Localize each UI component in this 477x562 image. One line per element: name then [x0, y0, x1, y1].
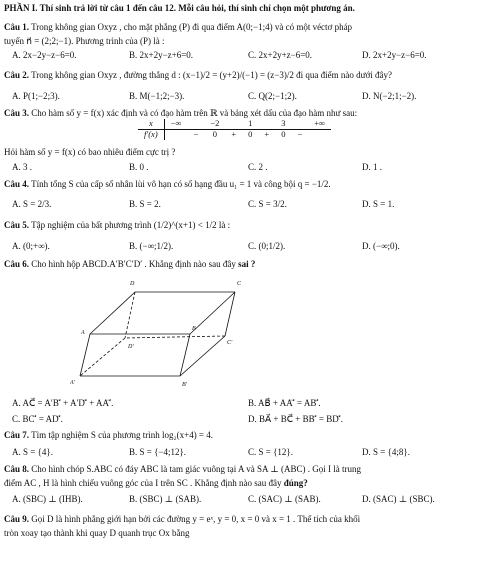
sign-table-cell: 3	[275, 119, 291, 130]
sign-table-cell	[164, 130, 187, 141]
question-9-text-cont: tròn xoay tạo thành khi quay D quanh trục Ox bằng	[4, 528, 190, 538]
q1-option-a[interactable]: A. 2x−2y−z−6=0.	[12, 50, 77, 60]
q7-option-d[interactable]: D. S = {4;8}.	[362, 447, 410, 457]
q1-option-b[interactable]: B. 2x+2y−z+6=0.	[129, 50, 194, 60]
section-header: PHẦN I. Thí sinh trả lời từ câu 1 đến câu 12. Mỗi câu hỏi, thí sinh chỉ chọn một phương án.	[4, 3, 355, 13]
sign-table-fprime-header: f′(x)	[138, 130, 164, 141]
question-4-text: Câu 4. Tính tổng S của cấp số nhân lùi vô hạn có số hạng đầu u₁ = 1 và công bội q = −1/2.	[4, 179, 331, 189]
vertex-label-a-prime: A'	[70, 380, 75, 386]
question-6-text: Câu 6. Cho hình hộp ABCD.A′B′C′D′ . Khẳng định nào sau đây sai ?	[4, 259, 256, 269]
q3-option-d[interactable]: D. 1 .	[362, 162, 382, 172]
question-8-text: Câu 8. Cho hình chóp S.ABC có đáy ABC là tam giác vuông tại A và SA ⊥ (ABC) . Gọi I là trung	[4, 464, 361, 474]
vertex-label-a: A	[81, 330, 85, 336]
vertex-label-d: D	[130, 281, 135, 287]
q2-option-a[interactable]: A. P(1;−2;3).	[12, 91, 60, 101]
sign-table	[138, 119, 331, 140]
q4-option-c[interactable]: C. S = 3/2.	[248, 199, 287, 209]
vertex-label-b: B	[192, 326, 196, 332]
sign-table-cell: 0	[248, 129, 253, 140]
vertex-label-c-prime: C'	[227, 340, 233, 346]
question-7-text: Câu 7. Tìm tập nghiệm S của phương trình log₂(x+4) = 4.	[4, 430, 214, 440]
sign-table-x-header: x	[138, 119, 164, 130]
question-1-text-cont: tuyến n⃗ = (2;2;−1). Phương trình của (P) là :	[4, 36, 165, 46]
q7-option-c[interactable]: C. S = {12}.	[248, 447, 293, 457]
question-1-text: Câu 1. Trong không gian Oxyz , cho mặt phẳng (P) đi qua điểm A(0;−1;4) và có một véctơ pháp	[4, 22, 353, 32]
sign-table-cell	[291, 119, 308, 130]
question-5-text: Câu 5. Tập nghiệm của bất phương trình (1/2)^(x+1) < 1/2 là :	[4, 220, 231, 230]
sign-table-cell	[258, 119, 275, 130]
q6-option-b[interactable]: B. AB⃗ + AA′⃗ = AB′⃗.	[248, 398, 321, 408]
sign-table-cell	[188, 119, 205, 130]
question-8-text-cont: điểm AC , H là hình chiếu vuông góc của I trên SC . Khẳng định nào sau đây đúng?	[4, 478, 308, 488]
q5-option-d[interactable]: D. (−∞;0).	[362, 241, 400, 251]
q7-option-b[interactable]: B. S = {−4;12}.	[129, 447, 187, 457]
q5-option-b[interactable]: B. (−∞;1/2).	[129, 241, 174, 251]
sign-table-cell: +	[231, 129, 237, 140]
q6-option-d[interactable]: D. BA⃗ + BC⃗ + BB′⃗ = BD′⃗.	[248, 414, 344, 424]
q8-option-b[interactable]: B. (SBC) ⊥ (SAB).	[129, 494, 202, 504]
q3-option-c[interactable]: C. 2 .	[248, 162, 268, 172]
q8-option-a[interactable]: A. (SBC) ⊥ (IHB).	[12, 494, 83, 504]
parallelepiped-figure	[70, 272, 250, 392]
q2-option-c[interactable]: C. Q(2;−1;2).	[248, 91, 297, 101]
sign-table-cell	[225, 119, 242, 130]
q3-option-a[interactable]: A. 3 .	[12, 162, 32, 172]
q7-option-a[interactable]: A. S = {4}.	[12, 447, 53, 457]
sign-table-cell: +	[264, 129, 270, 140]
sign-table-cell: −	[297, 129, 303, 140]
q3-option-b[interactable]: B. 0 .	[129, 162, 149, 172]
q4-option-d[interactable]: D. S = 1.	[362, 199, 395, 209]
sign-table-cell: 0	[281, 129, 286, 140]
sign-table-cell	[308, 130, 331, 141]
q8-option-d[interactable]: D. (SAC) ⊥ (SBC).	[362, 494, 435, 504]
sign-table-cell: +∞	[308, 119, 331, 130]
vertex-label-b-prime: B'	[182, 382, 187, 388]
sign-table-cell: 1	[242, 119, 258, 130]
vertex-label-d-prime: D'	[128, 344, 134, 350]
q5-option-c[interactable]: C. (0;1/2).	[248, 241, 286, 251]
question-3-text: Câu 3. Cho hàm số y = f(x) xác định và có đạo hàm trên ℝ và bảng xét dấu của đạo hàm như sau:	[4, 108, 358, 118]
sign-table-cell: −∞	[164, 119, 187, 130]
question-2-text: Câu 2. Trong không gian Oxyz , đường thẳng d : (x−1)/2 = (y+2)/(−1) = (z−3)/2 đi qua điểm nào dưới đây?	[4, 70, 392, 80]
q4-option-a[interactable]: A. S = 2/3.	[12, 199, 52, 209]
sign-table-cell: −	[193, 129, 199, 140]
question-9-text: Câu 9. Gọi D là hình phẳng giới hạn bởi các đường y = eˣ, y = 0, x = 0 và x = 1 . Thể tích của khối	[4, 514, 361, 524]
q4-option-b[interactable]: B. S = 2.	[129, 199, 161, 209]
q1-option-d[interactable]: D. 2x+2y−z−6=0.	[362, 50, 427, 60]
sign-table-cell: 0	[212, 129, 217, 140]
q5-option-a[interactable]: A. (0;+∞).	[12, 241, 50, 251]
q6-option-a[interactable]: A. AC⃗ = A′B′⃗ + A′D′⃗ + AA′⃗.	[12, 398, 114, 408]
sign-table-cell: −2	[204, 119, 225, 130]
q2-option-b[interactable]: B. M(−1;2;−3).	[129, 91, 185, 101]
question-3-ask: Hỏi hàm số y = f(x) có bao nhiêu điểm cực trị ?	[4, 147, 176, 157]
q8-option-c[interactable]: C. (SAC) ⊥ (SAB).	[248, 494, 321, 504]
q6-option-c[interactable]: C. BC′⃗ = AD′⃗.	[12, 414, 63, 424]
vertex-label-c: C	[237, 281, 242, 287]
q1-option-c[interactable]: C. 2x+2y+z−6=0.	[248, 50, 313, 60]
q2-option-d[interactable]: D. N(−2;1;−2).	[362, 91, 417, 101]
